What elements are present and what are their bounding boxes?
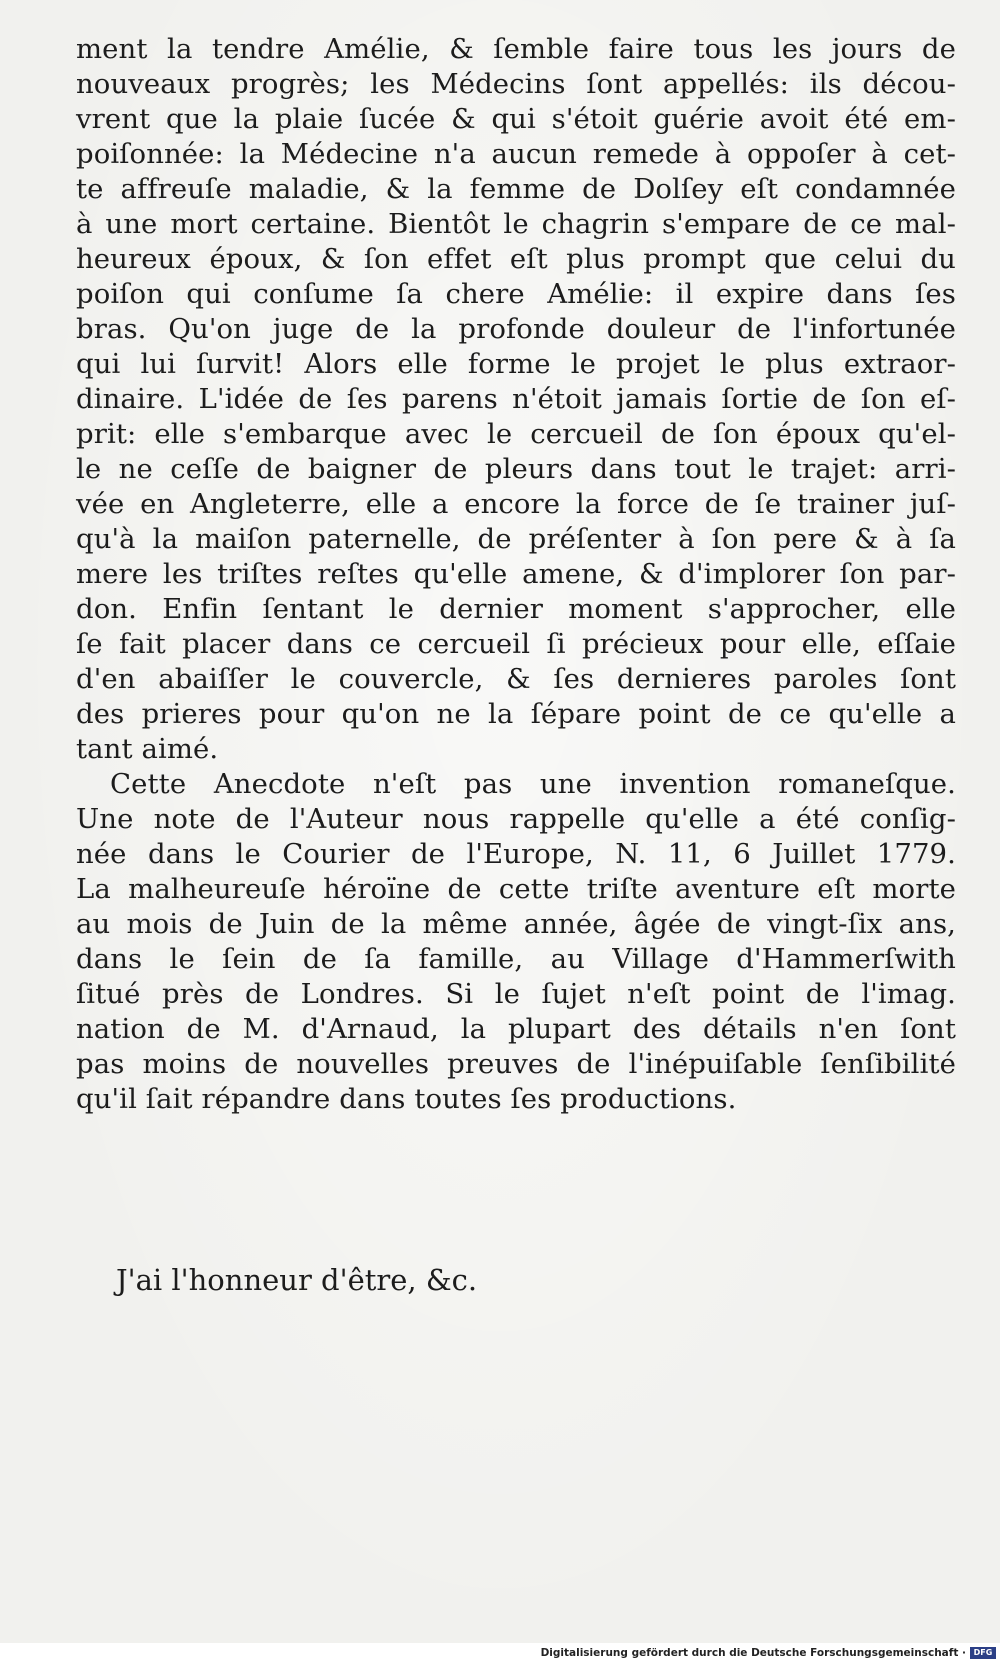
text-line: au mois de Juin de la même année, âgée de vingt-ſix ans, bbox=[76, 908, 956, 940]
paragraph-2 bbox=[76, 767, 956, 1117]
text-line: vée en Angleterre, elle a encore la force de ſe trainer juſ- bbox=[76, 488, 956, 520]
text-line: tant aimé. bbox=[76, 733, 219, 765]
closing-salutation: J'ai l'honneur d'être, &c. bbox=[116, 1263, 478, 1297]
text-line: bras. Qu'on juge de la profonde douleur de l'infortunée bbox=[76, 313, 956, 345]
digitization-credit: Digitalisierung gefördert durch die Deutsche Forschungsgemeinschaft · bbox=[540, 1647, 966, 1659]
text-line: ſitué près de Londres. Si le ſujet n'eſt point de l'imag. bbox=[76, 978, 956, 1010]
text-line: ment la tendre Amélie, & ſemble faire tous les jours de bbox=[76, 33, 956, 65]
text-line: nouveaux progrès; les Médecins ſont appellés: ils décou- bbox=[76, 68, 956, 100]
text-line: heureux époux, & ſon effet eſt plus prompt que celui du bbox=[76, 243, 956, 275]
text-line: poiſon qui conſume ſa chere Amélie: il expire dans ſes bbox=[76, 278, 956, 310]
text-line: ſe fait placer dans ce cercueil ſi précieux pour elle, eſſaie bbox=[76, 628, 956, 660]
text-line: qui lui ſurvit! Alors elle forme le projet le plus extraor- bbox=[76, 348, 956, 380]
text-line: don. Enfin ſentant le dernier moment s'approcher, elle bbox=[76, 593, 956, 625]
text-line: d'en abaiſſer le couvercle, & ſes dernieres paroles ſont bbox=[76, 663, 956, 695]
text-line: qu'à la maiſon paternelle, de préſenter à ſon pere & à ſa bbox=[76, 523, 956, 555]
text-line: à une mort certaine. Bientôt le chagrin s'empare de ce mal- bbox=[76, 208, 956, 240]
text-line: mere les triſtes reſtes qu'elle amene, & d'implorer ſon par- bbox=[76, 558, 956, 590]
text-line: des prieres pour qu'on ne la ſépare point de ce qu'elle a bbox=[76, 698, 956, 730]
text-line: La malheureuſe héroïne de cette triſte aventure eſt morte bbox=[76, 873, 956, 905]
text-line: Une note de l'Auteur nous rappelle qu'elle a été conſig- bbox=[76, 803, 956, 835]
text-line: pas moins de nouvelles preuves de l'inépuiſable ſenſibilité bbox=[76, 1048, 956, 1080]
dfg-logo: DFG bbox=[970, 1647, 996, 1659]
text-line: le ne ceſſe de baigner de pleurs dans tout le trajet: arri- bbox=[76, 453, 956, 485]
text-line: dans le ſein de ſa famille, au Village d'Hammerſwith bbox=[76, 943, 956, 975]
paragraph-1 bbox=[76, 32, 956, 767]
text-line: prit: elle s'embarque avec le cercueil de ſon époux qu'el- bbox=[76, 418, 956, 450]
text-line: née dans le Courier de l'Europe, N. 11, 6 Juillet 1779. bbox=[76, 838, 956, 870]
text-line: poiſonnée: la Médecine n'a aucun remede à oppoſer à cet- bbox=[76, 138, 956, 170]
text-line: dinaire. L'idée de ſes parens n'étoit jamais ſortie de ſon eſ- bbox=[76, 383, 956, 415]
text-line: nation de M. d'Arnaud, la plupart des détails n'en ſont bbox=[76, 1013, 956, 1045]
text-line: te affreuſe maladie, & la femme de Dolſey eſt condamnée bbox=[76, 173, 956, 205]
text-line: qu'il ſait répandre dans toutes ſes productions. bbox=[76, 1083, 737, 1115]
text-line: Cette Anecdote n'eſt pas une invention romaneſque. bbox=[110, 768, 956, 800]
body-text bbox=[76, 32, 956, 1117]
text-line: vrent que la plaie ſucée & qui s'étoit guérie avoit été em- bbox=[76, 103, 956, 135]
